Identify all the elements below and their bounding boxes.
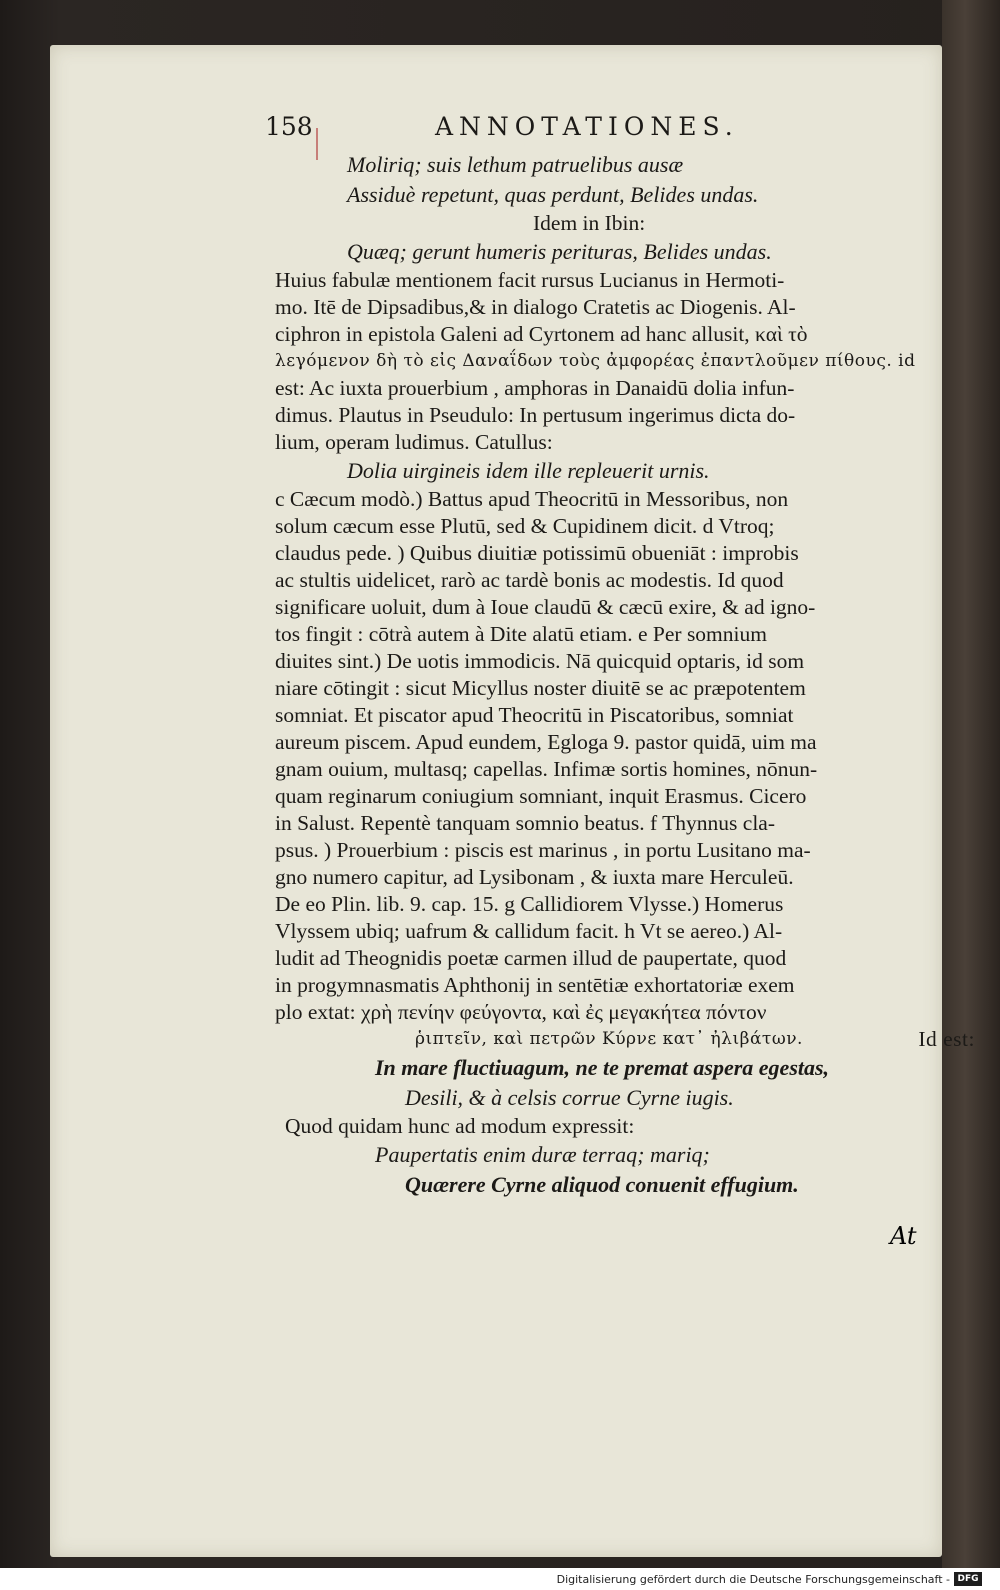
verse-line: Quærere Cyrne aliquod conuenit effugium. [405,1172,799,1197]
text-line: somniat. Et piscator apud Theocritū in Piscatoribus, somniat [275,703,794,727]
footer-bar [0,1568,1000,1590]
text-line: ludit ad Theognidis poetæ carmen illud de paupertate, quod [275,946,787,970]
text-line: aureum piscem. Apud eundem, Egloga 9. pastor quidā, uim ma [275,730,817,754]
verse-line: Paupertatis enim duræ terraq; mariq; [375,1142,710,1167]
text-line: tos fingit : cōtrà autem à Dite alatū etiam. e Per somnium [275,622,767,646]
verse-line: Desili, & à celsis corrue Cyrne iugis. [405,1085,734,1110]
text-line: significare uoluit, dum à Ioue claudū & cæcū exire, & ad igno- [275,595,816,619]
text-line: c Cæcum modò.) Battus apud Theocritū in Messoribus, non [275,487,789,511]
text-line: in Salust. Repentè tanquam somnio beatus. f Thynnus cla- [275,811,775,835]
greek-line-with-idest [275,1026,975,1053]
running-header [265,112,985,150]
text-line: lium, operam ludimus. Catullus: [275,430,553,454]
greek-line: λεγόμενον δὴ τὸ εἰς Δαναΐδων τοὺς ἀμφορέας ἐπαντλοῦμεν πίθους. id [275,351,916,371]
dfg-logo: DFG [954,1572,982,1586]
text-line: in progymnasmatis Aphthonij in sentētiæ exhortatoriæ exem [275,973,795,997]
footer-credit: Digitalisierung gefördert durch die Deutsche Forschungsgemeinschaft - [556,1573,950,1586]
text-line: solum cæcum esse Plutū, sed & Cupidinem dicit. d Vtroq; [275,514,775,538]
text-line: est: Ac iuxta prouerbium , amphoras in Danaidū dolia infun- [275,376,795,400]
verse-heading: Idem in Ibin: [533,211,646,235]
text-line: claudus pede. ) Quibus diuitiæ potissimū obueniāt : improbis [275,541,799,565]
id-est: Id est: [918,1027,975,1051]
text-line: gnam ouium, multasq; capellas. Infimæ sortis homines, nōnun- [275,757,818,781]
running-title: ANNOTATIONES. [435,112,739,141]
text-line: ciphron in epistola Galeni ad Cyrtonem ad hanc allusit, καὶ τὸ [275,322,808,346]
text-line: quam reginarum coniugium somniant, inquit Erasmus. Cicero [275,784,807,808]
text-line: Huius fabulæ mentionem facit rursus Lucianus in Hermoti- [275,268,785,292]
verse-line: In mare fluctiuagum, ne te premat aspera egestas, [375,1055,830,1080]
page-number: 158 [265,112,313,141]
text-line: De eo Plin. lib. 9. cap. 15. g Callidiorem Vlysse.) Homerus [275,892,784,916]
verse-line: Quæq; gerunt humeris perituras, Belides undas. [347,239,772,264]
verse-line: Assiduè repetunt, quas perdunt, Belides undas. [347,182,759,207]
text-line: psus. ) Prouerbium : piscis est marinus , in portu Lusitano ma- [275,838,811,862]
page-text [265,112,985,1200]
text-line: dimus. Plautus in Pseudulo: In pertusum ingerimus dicta do- [275,403,796,427]
verse-line: Dolia uirgineis idem ille repleuerit urnis. [347,458,710,483]
text-line: Quod quidam hunc ad modum expressit: [285,1114,635,1138]
greek-verse: ῥιπτεῖν, καὶ πετρῶν Κύρνε κατ᾽ ἠλιβάτων. [415,1029,803,1049]
text-line: ac stultis uidelicet, rarò ac tardè bonis ac modestis. Id quod [275,568,784,592]
text-line: diuites sint.) De uotis immodicis. Nā quicquid optaris, id som [275,649,805,673]
text-line: niare cōtingit : sicut Micyllus noster diuitē se ac præpotentem [275,676,806,700]
text-line: mo. Itē de Dipsadibus,& in dialogo Cratetis ac Diogenis. Al- [275,295,796,319]
catchword: At [890,1222,917,1250]
text-line: gno numero capitur, ad Lysibonam , & iuxta mare Herculeū. [275,865,794,889]
verse-line: Moliriq; suis lethum patruelibus ausæ [347,152,684,177]
text-line: plo extat: χρὴ πενίην φεύγοντα, καὶ ἐς μεγακήτεα πόντον [275,1000,767,1024]
text-line: Vlyssem ubiq; uafrum & callidum facit. h Vt se aereo.) Al- [275,919,783,943]
